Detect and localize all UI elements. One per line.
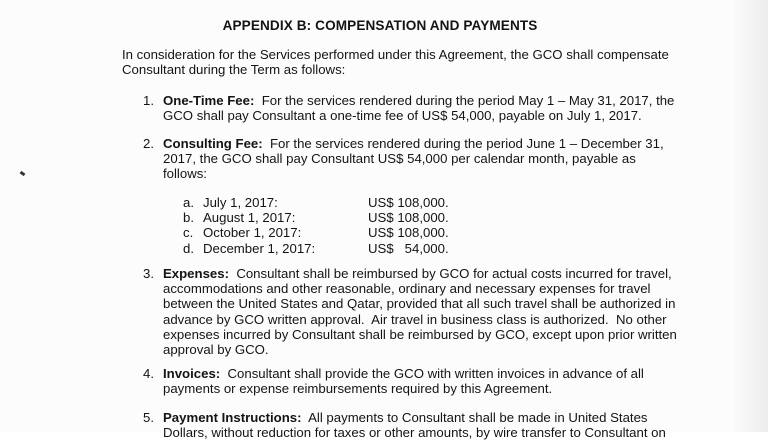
schedule-amount: US$ 108,000. bbox=[368, 195, 449, 210]
list-item-expenses bbox=[143, 266, 688, 357]
schedule-amount: US$ 108,000. bbox=[368, 210, 449, 226]
schedule-letter: a. bbox=[183, 195, 194, 210]
item-heading: One-Time Fee: bbox=[163, 93, 255, 108]
schedule-row bbox=[183, 241, 503, 256]
list-item-one-time-fee bbox=[143, 93, 688, 123]
schedule-letter: c. bbox=[183, 225, 194, 241]
schedule-row bbox=[183, 225, 503, 240]
appendix-title: APPENDIX B: COMPENSATION AND PAYMENTS bbox=[222, 18, 538, 33]
item-body bbox=[163, 266, 688, 357]
item-text: All payments to Consultant shall be made in United States bbox=[308, 410, 648, 425]
item-text: For the services rendered during the period June 1 – December 31, bbox=[269, 136, 664, 151]
schedule-row bbox=[183, 195, 503, 210]
item-text: Consultant shall be reimbursed by GCO for actual costs incurred for travel, bbox=[236, 266, 672, 281]
item-number: 1. bbox=[143, 93, 154, 108]
item-line: 2017, the GCO shall pay Consultant US$ 54,000 per calendar month, payable as bbox=[163, 151, 636, 167]
list-item-payment-instructions bbox=[143, 410, 688, 440]
list-item-consulting-fee bbox=[143, 136, 688, 182]
item-line: expenses incurred by Consultant shall be reimbursed by GCO, except upon prior written bbox=[163, 326, 677, 342]
schedule-date: July 1, 2017: bbox=[203, 195, 278, 210]
item-text: Consultant shall provide the GCO with written invoices in advance of all bbox=[227, 366, 644, 381]
item-line bbox=[163, 410, 688, 425]
item-body bbox=[163, 93, 688, 123]
item-body bbox=[163, 136, 688, 182]
item-line: follows: bbox=[163, 166, 207, 182]
intro-paragraph bbox=[122, 47, 682, 77]
intro-line: In consideration for the Services performed under this Agreement, the GCO shall compensate bbox=[122, 47, 669, 62]
item-heading: Consulting Fee: bbox=[163, 136, 263, 151]
item-line: Dollars, without reduction for taxes or other amounts, by wire transfer to Consultant on bbox=[163, 425, 666, 440]
item-number: 5. bbox=[143, 410, 154, 425]
item-body bbox=[163, 366, 688, 396]
item-line: advance by GCO written approval. Air travel in business class is authorized. No other bbox=[163, 311, 667, 327]
item-heading: Payment Instructions: bbox=[163, 410, 302, 425]
schedule-date: December 1, 2017: bbox=[203, 240, 316, 256]
item-line bbox=[163, 266, 688, 281]
item-line: approval by GCO. bbox=[163, 342, 269, 358]
item-line: accommodations and other reasonable, ordinary and necessary expenses for travel bbox=[163, 281, 651, 297]
page-edge-shadow bbox=[732, 0, 768, 432]
item-line bbox=[163, 136, 688, 151]
item-number: 3. bbox=[143, 266, 154, 281]
schedule-date: October 1, 2017: bbox=[203, 225, 302, 241]
item-line: between the United States and Qatar, provided that all such travel shall be authorized in bbox=[163, 296, 676, 312]
item-number: 4. bbox=[143, 366, 154, 381]
schedule-letter: b. bbox=[183, 210, 194, 226]
item-line bbox=[163, 93, 688, 108]
item-heading: Expenses: bbox=[163, 266, 229, 281]
schedule-amount: US$ 54,000. bbox=[368, 240, 449, 256]
item-body bbox=[163, 410, 688, 440]
intro-line: Consultant during the Term as follows: bbox=[122, 62, 346, 78]
margin-mark bbox=[20, 171, 26, 176]
schedule-amount: US$ 108,000. bbox=[368, 225, 449, 241]
item-line bbox=[163, 366, 688, 381]
schedule-date: August 1, 2017: bbox=[203, 210, 296, 226]
item-number: 2. bbox=[143, 136, 154, 151]
item-heading: Invoices: bbox=[163, 366, 221, 381]
item-line: payments or expense reimbursements required by this Agreement. bbox=[163, 381, 553, 397]
schedule-row bbox=[183, 210, 503, 225]
payment-schedule bbox=[183, 195, 503, 256]
list-item-invoices bbox=[143, 366, 688, 396]
schedule-letter: d. bbox=[183, 240, 194, 256]
item-text: For the services rendered during the period May 1 – May 31, 2017, the bbox=[261, 93, 675, 108]
item-line: GCO shall pay Consultant a one-time fee of US$ 54,000, payable on July 1, 2017. bbox=[163, 108, 642, 124]
